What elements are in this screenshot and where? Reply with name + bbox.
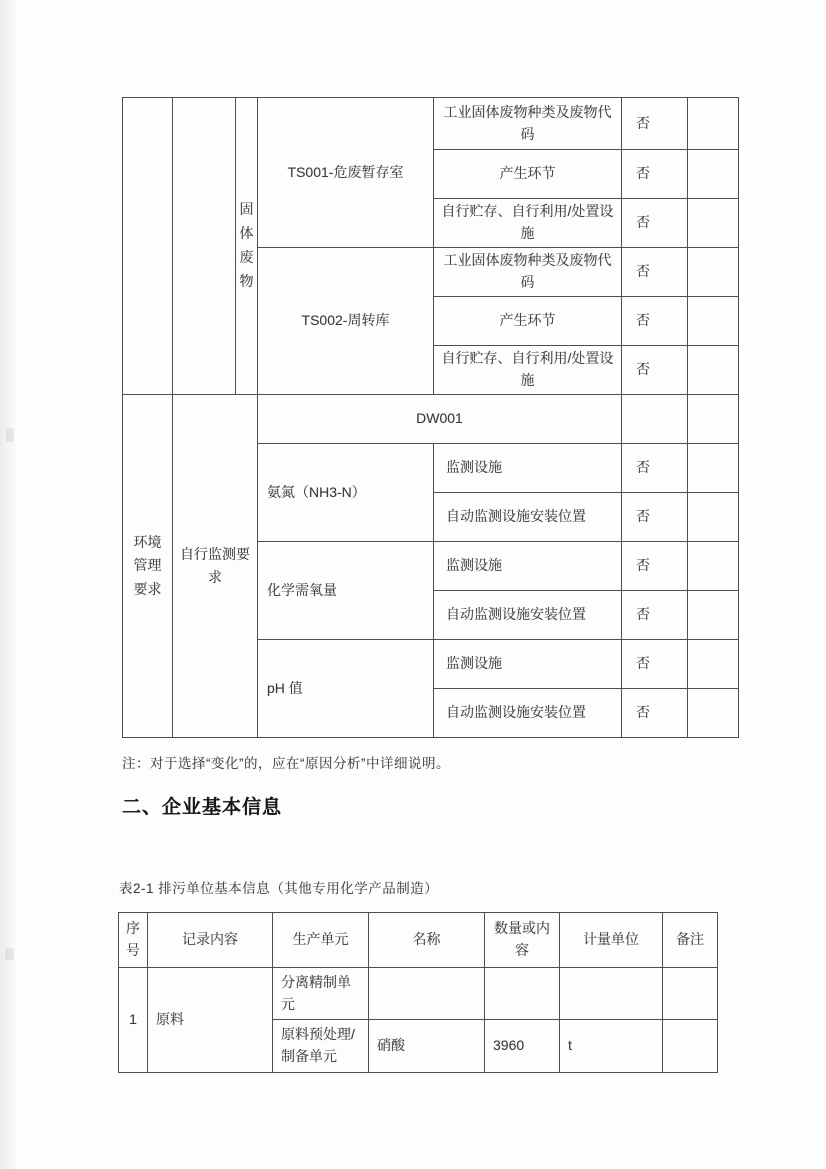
col-header-remark: 备注 — [663, 913, 718, 968]
change-flag-cell: 否 — [622, 297, 688, 346]
seq-cell: 1 — [119, 968, 148, 1073]
facility-ts001-cell: TS001-危废暂存室 — [258, 98, 434, 248]
monitoring-item-label-cell: 监测设施 — [434, 542, 622, 591]
remark-blank-cell — [688, 98, 739, 150]
table-row — [123, 395, 739, 444]
scan-artifact — [6, 428, 14, 442]
change-flag-cell: 否 — [622, 444, 688, 493]
table-row — [119, 968, 718, 1020]
remark-blank-cell — [688, 150, 739, 199]
record-content-cell: 原料 — [148, 968, 273, 1073]
waste-item-label-cell: 自行贮存、自行利用/处置设施 — [434, 199, 622, 248]
remark-blank-cell — [688, 248, 739, 297]
table1-col2-blank-cell — [173, 98, 236, 395]
col-header-measure: 计量单位 — [560, 913, 663, 968]
monitoring-item-label-cell: 监测设施 — [434, 640, 622, 689]
remark-blank-cell — [688, 199, 739, 248]
monitoring-item-label-cell: 自动监测设施安装位置 — [434, 591, 622, 640]
scan-artifact — [5, 948, 14, 960]
remark-blank-cell — [688, 542, 739, 591]
remark-blank-cell — [688, 591, 739, 640]
change-flag-cell: 否 — [622, 591, 688, 640]
change-flag-cell: 否 — [622, 248, 688, 297]
monitoring-item-label-cell: 监测设施 — [434, 444, 622, 493]
facility-ts002-cell: TS002-周转库 — [258, 248, 434, 395]
remark-blank-cell — [688, 689, 739, 738]
production-unit-cell: 分离精制单元 — [273, 968, 369, 1020]
change-flag-cell: 否 — [622, 346, 688, 395]
measure-unit-cell: t — [560, 1020, 663, 1072]
change-flag-cell: 否 — [622, 493, 688, 542]
table-header-row — [119, 913, 718, 968]
waste-item-label-cell: 自行贮存、自行利用/处置设施 — [434, 346, 622, 395]
enterprise-info-table — [118, 912, 718, 1073]
monitoring-item-label-cell: 自动监测设施安装位置 — [434, 493, 622, 542]
change-flag-blank-cell — [622, 395, 688, 444]
remark-cell — [663, 1020, 718, 1072]
parameter-name-cell: 化学需氧量 — [258, 542, 434, 640]
change-flag-cell: 否 — [622, 640, 688, 689]
change-flag-cell: 否 — [622, 98, 688, 150]
material-name-cell: 硝酸 — [369, 1020, 485, 1072]
remark-blank-cell — [688, 444, 739, 493]
env-mgmt-header-cell: 环境管理要求 — [123, 395, 173, 738]
remark-blank-cell — [688, 395, 739, 444]
table1-col1-blank-cell — [123, 98, 173, 395]
table-note: 注：对于选择“变化”的，应在“原因分析”中详细说明。 — [122, 756, 450, 771]
change-flag-cell: 否 — [622, 199, 688, 248]
waste-item-label-cell: 工业固体废物种类及废物代码 — [434, 98, 622, 150]
solid-waste-category-cell: 固体废物 — [236, 98, 258, 395]
table2-caption: 表2-1 排污单位基本信息（其他专用化学产品制造） — [119, 881, 439, 896]
self-monitoring-header-cell: 自行监测要求 — [173, 395, 258, 738]
col-header-record: 记录内容 — [148, 913, 273, 968]
col-header-quantity: 数量或内容 — [485, 913, 560, 968]
outfall-cell: DW001 — [258, 395, 622, 444]
change-flag-cell: 否 — [622, 689, 688, 738]
measure-unit-cell — [560, 968, 663, 1020]
section-heading: 二、企业基本信息 — [122, 797, 283, 818]
material-name-cell — [369, 968, 485, 1020]
change-flag-cell: 否 — [622, 542, 688, 591]
remark-blank-cell — [688, 640, 739, 689]
quantity-cell — [485, 968, 560, 1020]
parameter-name-cell: pH 值 — [258, 640, 434, 738]
remark-blank-cell — [688, 297, 739, 346]
col-header-seq: 序号 — [119, 913, 148, 968]
waste-item-label-cell: 产生环节 — [434, 150, 622, 199]
table-row — [123, 98, 739, 150]
production-unit-cell: 原料预处理/制备单元 — [273, 1020, 369, 1072]
monitoring-item-label-cell: 自动监测设施安装位置 — [434, 689, 622, 738]
col-header-name: 名称 — [369, 913, 485, 968]
change-flag-cell: 否 — [622, 150, 688, 199]
quantity-cell: 3960 — [485, 1020, 560, 1072]
parameter-name-cell: 氨氮（NH3-N） — [258, 444, 434, 542]
remark-cell — [663, 968, 718, 1020]
col-header-unit: 生产单元 — [273, 913, 369, 968]
permit-execution-table — [122, 97, 739, 738]
remark-blank-cell — [688, 346, 739, 395]
remark-blank-cell — [688, 493, 739, 542]
waste-item-label-cell: 工业固体废物种类及废物代码 — [434, 248, 622, 297]
waste-item-label-cell: 产生环节 — [434, 297, 622, 346]
